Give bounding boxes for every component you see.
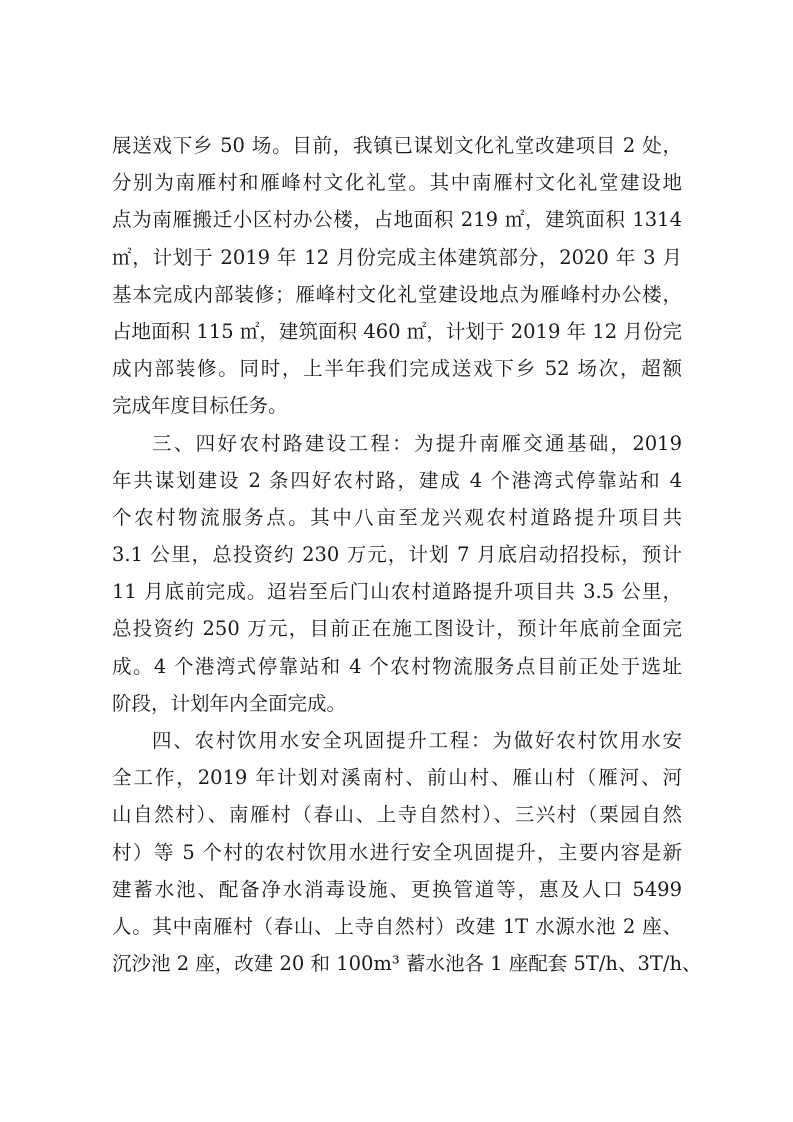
text-line: 展送戏下乡 50 场。目前，我镇已谋划文化礼堂改建项目 2 处， [112, 134, 682, 157]
text-line: 山自然村）、南雁村（春山、上寺自然村）、三兴村（栗园自然 [112, 803, 682, 827]
text-line: 占地面积 115 ㎡，建筑面积 460 ㎡，计划于 2019 年 12 月份完 [112, 319, 682, 343]
text-line: 全工作，2019 年计划对溪南村、前山村、雁山村（雁河、河 [112, 766, 682, 790]
text-line: 年共谋划建设 2 条四好农村路，建成 4 个港湾式停靠站和 4 [112, 468, 682, 492]
paragraph-drinking-water [112, 722, 702, 982]
text-line: 分别为南雁村和雁峰村文化礼堂。其中南雁村文化礼堂建设地 [112, 171, 682, 195]
text-line: 3.1 公里，总投资约 230 万元，计划 7 月底启动招投标，预计 [112, 543, 682, 567]
text-line: 点为南雁搬迁小区村办公楼，占地面积 219 ㎡，建筑面积 1314 [112, 208, 682, 232]
section-heading-line: 四、农村饮用水安全巩固提升工程：为做好农村饮用水安 [152, 729, 682, 752]
text-line: 成内部装修。同时，上半年我们完成送戏下乡 52 场次，超额 [112, 357, 682, 381]
text-line: 建蓄水池、配备净水消毒设施、更换管道等，惠及人口 5499 [112, 877, 682, 901]
text-line: 11 月底前完成。迢岩至后门山农村道路提升项目共 3.5 公里， [112, 580, 682, 604]
text-line: 成。4 个港湾式停靠站和 4 个农村物流服务点目前正处于选址 [112, 654, 682, 678]
document-page [112, 127, 702, 982]
text-line: 总投资约 250 万元，目前正在施工图设计，预计年底前全面完 [112, 617, 682, 641]
text-line: 基本完成内部装修；雁峰村文化礼堂建设地点为雁峰村办公楼， [112, 282, 682, 306]
paragraph-rural-roads [112, 425, 682, 723]
text-line: 沉沙池 2 座，改建 20 和 100m³ 蓄水池各 1 座配套 5T/h、3T/h、 [112, 952, 702, 976]
text-line: 阶段，计划年内全面完成。 [112, 691, 347, 715]
paragraph-cultural-hall [112, 127, 682, 425]
section-heading-line: 三、四好农村路建设工程：为提升南雁交通基础，2019 [152, 431, 682, 455]
text-line: 村）等 5 个村的农村饮用水进行安全巩固提升，主要内容是新 [112, 840, 682, 864]
text-line: 完成年度目标任务。 [112, 394, 288, 418]
text-line: ㎡，计划于 2019 年 12 月份完成主体建筑部分，2020 年 3 月 [112, 245, 682, 269]
text-line: 个农村物流服务点。其中八亩至龙兴观农村道路提升项目共 [112, 505, 682, 529]
text-line: 人。其中南雁村（春山、上寺自然村）改建 1T 水源水池 2 座、 [112, 914, 682, 938]
